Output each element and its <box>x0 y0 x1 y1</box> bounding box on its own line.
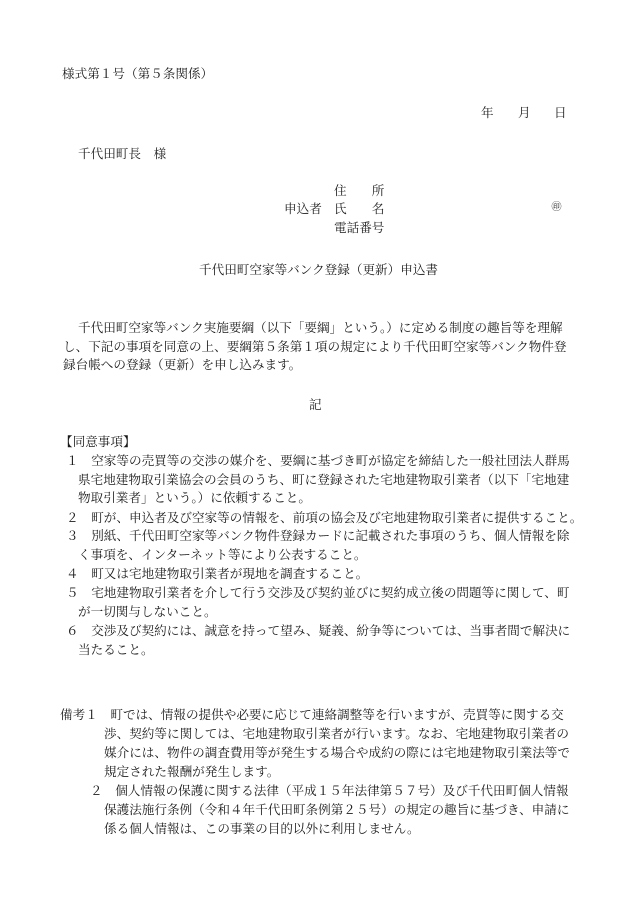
consent-item: ５ 宅地建物取引業者を介して行う交渉及び契約並びに契約成立後の問題等に関して、町 <box>66 585 570 600</box>
note-line: 渉、契約等に関しては、宅地建物取引業者が行います。なお、宅地建物取引業者の <box>104 726 569 741</box>
note-line: ２ 個人情報の保護に関する法律（平成１５年法律第５７号）及び千代田町個人情報 <box>90 783 569 798</box>
addressee: 千代田町長 様 <box>78 146 167 161</box>
note-line: 規定された報酬が発生します。 <box>104 764 280 779</box>
date-month: 月 <box>518 105 531 120</box>
consent-item-cont: 当たること。 <box>78 642 154 657</box>
consent-item: １ 空家等の売買等の交渉の媒介を、要綱に基づき町が協定を締結した一般社団法人群馬 <box>66 453 570 468</box>
document-title: 千代田町空家等バンク登録（更新）申込書 <box>199 262 439 277</box>
consent-item: ４ 町又は宅地建物取引業者が現地を調査すること。 <box>66 566 369 581</box>
consent-item: ２ 町が、申込者及び空家等の情報を、前項の協会及び宅地建物取引業者に提供すること。 <box>66 510 583 525</box>
consent-item-cont: く事項を、インターネット等により公表すること。 <box>78 547 367 562</box>
form-number: 様式第１号（第５条関係） <box>62 66 214 81</box>
phone-label: 電話番号 <box>334 220 385 235</box>
intro-line: し、下記の事項を同意の上、要綱第５条第１項の規定により千代田町空家等バンク物件登 <box>63 339 567 354</box>
date-year: 年 <box>481 105 494 120</box>
note-line: 媒介には、物件の調査費用等が発生する場合や成約の際には宅地建物取引業法等で <box>104 745 570 760</box>
name-label: 氏 名 <box>334 201 385 216</box>
note-line: 備考１ 町では、情報の提供や必要に応じて連絡調整等を行いますが、売買等に関する交 <box>60 707 564 722</box>
applicant-heading: 申込者 <box>284 201 322 216</box>
consent-item-cont: 県宅地建物取引業協会の会員のうち、町に登録された宅地建物取引業者（以下「宅地建 <box>78 472 570 487</box>
note-line: 保護法施行条例（令和４年千代田町条例第２５号）の規定の趣旨に基づき、申請に <box>104 802 570 817</box>
seal-mark: ㊞ <box>551 202 562 213</box>
intro-line: 千代田町空家等バンク実施要綱（以下「要綱」という。）に定める制度の趣旨等を理解 <box>78 320 563 335</box>
consent-item: ６ 交渉及び契約には、誠意を持って望み、疑義、紛争等については、当事者間で解決に <box>66 623 571 638</box>
consent-item-cont: が一切関与しないこと。 <box>78 604 217 619</box>
intro-line: 録台帳への登録（更新）を申し込みます。 <box>63 357 302 372</box>
consent-heading: 【同意事項】 <box>60 434 136 449</box>
date-day: 日 <box>554 105 567 120</box>
note-line: 係る個人情報は、この事業の目的以外に利用しません。 <box>104 821 420 836</box>
address-label: 住 所 <box>334 183 385 198</box>
ki-label: 記 <box>309 397 322 412</box>
consent-item: ３ 別紙、千代田町空家等バンク物件登録カードに記載された事項のうち、個人情報を除 <box>66 528 570 543</box>
consent-item-cont: 物取引業者」という。）に依頼すること。 <box>78 490 311 505</box>
